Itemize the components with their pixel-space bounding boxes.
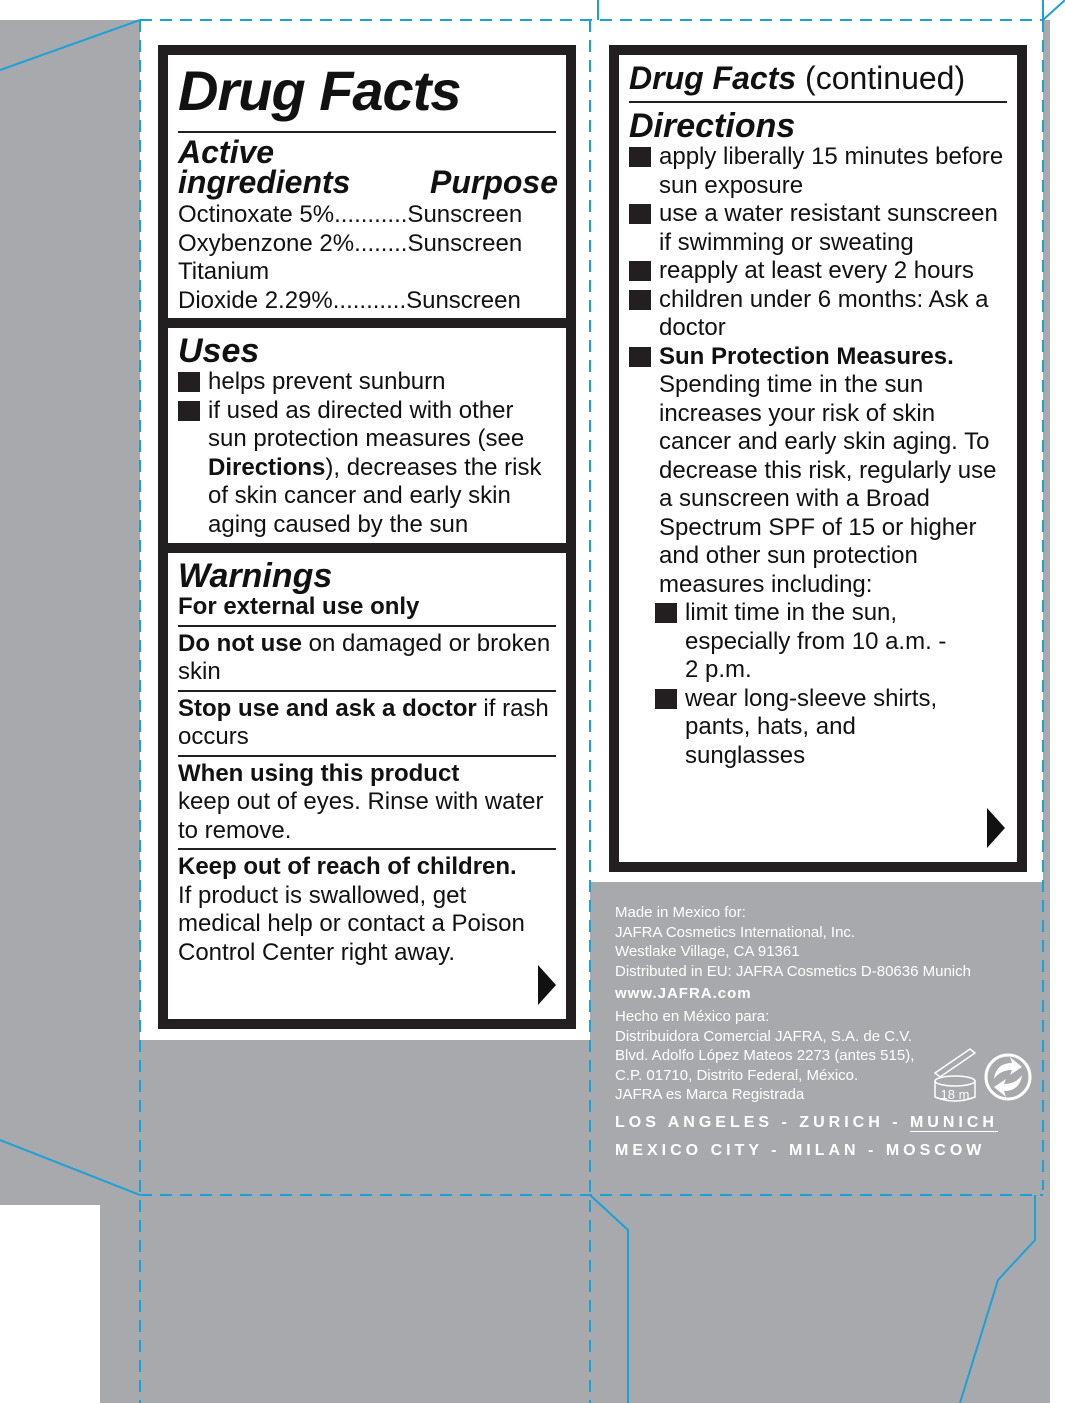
- sub-item: wear long-sleeve shirts, pants, hats, and sunglasses: [685, 684, 938, 769]
- warning-keep-out: Keep out of reach of children. If product is swallowed, get medical help or contact a Poison Control Center right away.: [178, 853, 525, 966]
- cities-line-1: LOS ANGELES - ZURICH - MUNICH: [615, 1113, 998, 1131]
- direction-item: use a water resistant sunscreen if swimming or sweating: [659, 200, 998, 256]
- uses-heading: Uses: [178, 332, 260, 370]
- purpose-heading: Purpose: [429, 164, 558, 200]
- active-heading-2: ingredients: [178, 164, 351, 200]
- sub-item: limit time in the sun, especially from 10 a.m. - 2 p.m.: [685, 599, 947, 683]
- svg-text:18 m: 18 m: [940, 1087, 970, 1102]
- ingredient: Titanium: [178, 258, 270, 285]
- ingredient: Dioxide 2.29%...........Sunscreen: [178, 286, 521, 314]
- cities-line-2: MEXICO CITY - MILAN - MOSCOW: [615, 1141, 986, 1159]
- directions-heading: Directions: [629, 107, 796, 145]
- title: Drug Facts: [178, 59, 461, 122]
- use-item: if used as directed with other sun protection measures (see Directions), decreases the risk of skin cancer and early skin aging caused by the sun: [178, 397, 556, 540]
- direction-item: apply liberally 15 minutes before sun exposure: [659, 143, 1004, 199]
- manufacturer-info: Made in Mexico for: JAFRA Cosmetics International, Inc. Westlake Village, CA 91361 Distributed in EU: JAFRA Cosmetics D-80636 Munich www.JAFRA.com Hecho en México para: Distribuidora Comercial JAFRA, S.A. de C.V. Blvd. Adolfo López Mateos 2273 (antes 515), C.P. 01710, Distrito Federal, México. JAFRA es Marca Registrada LOS ANGELES - ZURICH - MUNICH MEXICO CITY - MILAN - MOSCOW: [615, 903, 1035, 1165]
- ingredient: Octinoxate 5%...........Sunscreen: [178, 201, 523, 228]
- warning-do-not-use: Do not use on damaged or broken skin: [178, 629, 551, 685]
- direction-item: reapply at least every 2 hours: [659, 257, 974, 284]
- warnings-heading: Warnings: [178, 557, 333, 595]
- warning-when-using: When using this product keep out of eyes. Rinse with water to remove.: [178, 759, 544, 844]
- website: www.JAFRA.com: [615, 985, 752, 1002]
- use-item: helps prevent sunburn: [208, 368, 446, 395]
- active-heading: Active: [178, 134, 275, 170]
- continued-title: Drug Facts (continued): [629, 60, 966, 96]
- warning-stop-use: Stop use and ask a doctor if rash occurs: [178, 694, 549, 750]
- direction-item: children under 6 months: Ask a doctor: [659, 285, 989, 341]
- warning-external: For external use only: [178, 593, 420, 620]
- direction-item: Sun Protection Measures. Spending time in the sun increases your risk of skin cancer and early skin aging. To decrease this risk, regularly use a sunscreen with a Broad Spectrum SPF of 15 or higher and other sun protection measures including:: [629, 343, 1007, 600]
- ingredient: Oxybenzone 2%........Sunscreen: [178, 229, 523, 257]
